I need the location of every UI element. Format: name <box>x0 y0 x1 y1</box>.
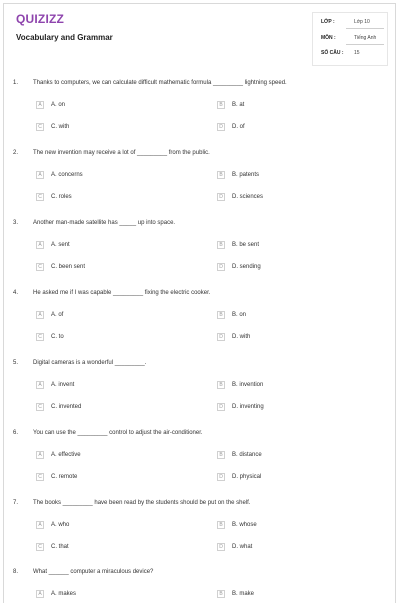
worksheet-title: Vocabulary and Grammar <box>16 33 113 42</box>
option-text: A. sent <box>51 242 70 248</box>
option-text: C. to <box>51 334 64 340</box>
meta-subject-label: MÔN : <box>321 35 336 41</box>
meta-count-label: SỐ CÂU : <box>321 50 344 56</box>
option-text: A. invent <box>51 382 75 388</box>
question-number: 7. <box>13 500 19 506</box>
question-number: 1. <box>13 80 19 86</box>
option-letter-box: B <box>217 451 225 459</box>
option-text: B. patents <box>232 172 260 178</box>
question-number: 4. <box>13 290 19 296</box>
option-letter-box: A <box>36 590 44 598</box>
question-number: 5. <box>13 360 19 366</box>
option-text: D. sciences <box>232 194 264 200</box>
meta-subject-value: Tiếng Anh <box>354 35 377 41</box>
option-letter-box: D <box>217 333 225 341</box>
option-letter-box: B <box>217 241 225 249</box>
question-text: The books _________ have been read by the students should be put on the shelf. <box>33 500 251 506</box>
option-letter-box: D <box>217 543 225 551</box>
option-text: C. with <box>51 124 70 130</box>
option-text: D. of <box>232 124 245 130</box>
option-text: B. invention <box>232 382 264 388</box>
option-text: B. on <box>232 312 247 318</box>
option-letter-box: C <box>36 193 44 201</box>
option-text: D. with <box>232 334 251 340</box>
question-text: What ______ computer a miraculous device? <box>33 569 154 575</box>
question-2 <box>0 150 400 220</box>
option-letter-box: D <box>217 193 225 201</box>
option-letter-box: D <box>217 473 225 481</box>
option-text: A. who <box>51 522 70 528</box>
option-text: A. makes <box>51 591 77 597</box>
question-1 <box>0 80 400 150</box>
meta-grade-label: LỚP : <box>321 19 335 25</box>
meta-divider <box>346 28 384 29</box>
option-text: D. sending <box>232 264 261 270</box>
option-text: C. invented <box>51 404 82 410</box>
question-6 <box>0 430 400 500</box>
option-text: D. what <box>232 544 253 550</box>
question-8 <box>0 569 400 600</box>
question-text: The new invention may receive a lot of _________ from the public. <box>33 150 210 156</box>
option-letter-box: B <box>217 381 225 389</box>
question-text: Another man-made satellite has _____ up into space. <box>33 220 176 226</box>
meta-count-value: 15 <box>354 50 360 56</box>
option-letter-box: A <box>36 101 44 109</box>
question-3 <box>0 220 400 290</box>
question-text: He asked me if I was capable _________ fixing the electric cooker. <box>33 290 211 296</box>
option-letter-box: B <box>217 101 225 109</box>
option-letter-box: D <box>217 123 225 131</box>
option-text: C. that <box>51 544 69 550</box>
question-text: Thanks to computers, we can calculate difficult mathematic formula _________ lightning speed. <box>33 80 287 86</box>
option-text: C. remote <box>51 474 78 480</box>
option-text: B. be sent <box>232 242 260 248</box>
option-letter-box: C <box>36 543 44 551</box>
question-4 <box>0 290 400 360</box>
question-5 <box>0 360 400 430</box>
question-number: 3. <box>13 220 19 226</box>
option-letter-box: B <box>217 311 225 319</box>
option-letter-box: D <box>217 263 225 271</box>
option-letter-box: C <box>36 123 44 131</box>
question-text: You can use the _________ control to adjust the air-conditioner. <box>33 430 203 436</box>
question-number: 6. <box>13 430 19 436</box>
meta-count-row <box>321 50 385 60</box>
question-number: 8. <box>13 569 19 575</box>
option-text: B. whose <box>232 522 257 528</box>
option-letter-box: D <box>217 403 225 411</box>
option-letter-box: C <box>36 263 44 271</box>
meta-grade-value: Lớp 10 <box>354 19 370 25</box>
option-text: B. make <box>232 591 255 597</box>
option-letter-box: B <box>217 171 225 179</box>
question-7 <box>0 500 400 570</box>
option-letter-box: C <box>36 333 44 341</box>
option-text: B. distance <box>232 452 262 458</box>
option-letter-box: C <box>36 473 44 481</box>
option-text: C. roles <box>51 194 72 200</box>
worksheet-header <box>0 0 400 70</box>
option-text: D. physical <box>232 474 262 480</box>
option-letter-box: A <box>36 451 44 459</box>
question-text: Digital cameras is a wonderful _________. <box>33 360 147 366</box>
quizizz-logo: QUIZIZZ <box>16 12 65 26</box>
option-letter-box: A <box>36 171 44 179</box>
option-letter-box: B <box>217 590 225 598</box>
option-text: B. at <box>232 102 245 108</box>
option-letter-box: C <box>36 403 44 411</box>
option-letter-box: A <box>36 311 44 319</box>
option-letter-box: A <box>36 381 44 389</box>
option-text: A. on <box>51 102 66 108</box>
option-text: A. effective <box>51 452 81 458</box>
option-text: A. concerns <box>51 172 83 178</box>
meta-divider <box>346 44 384 45</box>
option-text: C. been sent <box>51 264 86 270</box>
option-text: D. inventing <box>232 404 264 410</box>
option-letter-box: B <box>217 521 225 529</box>
question-number: 2. <box>13 150 19 156</box>
option-letter-box: A <box>36 241 44 249</box>
option-letter-box: A <box>36 521 44 529</box>
option-text: A. of <box>51 312 64 318</box>
worksheet-meta-box <box>312 12 388 66</box>
